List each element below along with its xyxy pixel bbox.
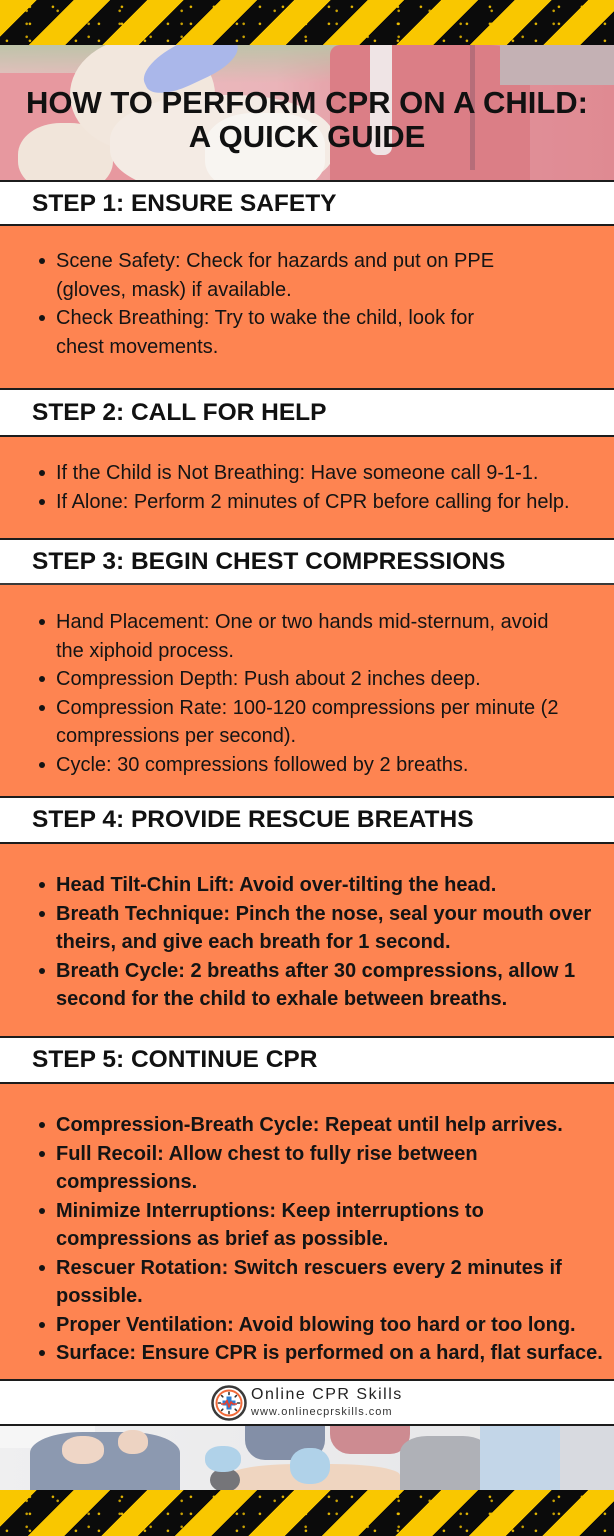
step-4-body <box>0 844 614 1038</box>
bottom-photo-overlay <box>0 1426 614 1490</box>
brand-footer <box>0 1381 614 1426</box>
step-2-list <box>56 459 606 516</box>
step-1-list <box>56 247 511 361</box>
list-item: Surface: Ensure CPR is performed on a hard, flat surface. <box>56 1339 612 1368</box>
page-title-line-1: HOW TO PERFORM CPR ON A CHILD: <box>26 85 588 120</box>
hazard-stripe-top <box>0 0 614 45</box>
step-2-header: STEP 2: CALL FOR HELP <box>0 390 614 437</box>
list-item: Check Breathing: Try to wake the child, look for chest movements. <box>56 304 511 361</box>
step-5-body <box>0 1084 614 1381</box>
step-3-body <box>0 585 614 798</box>
step-5-header: STEP 5: CONTINUE CPR <box>0 1038 614 1084</box>
step-1-body <box>0 226 614 390</box>
hero-banner <box>0 45 614 180</box>
step-2-body <box>0 437 614 540</box>
cpr-clock-medical-cross-icon <box>211 1385 247 1421</box>
list-item: Minimize Interruptions: Keep interruptions to compressions as brief as possible. <box>56 1197 612 1254</box>
page-title <box>0 86 614 154</box>
list-item: Breath Technique: Pinch the nose, seal your mouth over theirs, and give each breath for 1 second. <box>56 900 604 957</box>
list-item: Full Recoil: Allow chest to fully rise between compressions. <box>56 1140 612 1197</box>
list-item: Rescuer Rotation: Switch rescuers every 2 minutes if possible. <box>56 1254 612 1311</box>
list-item: Head Tilt-Chin Lift: Avoid over-tilting the head. <box>56 871 604 900</box>
list-item: Scene Safety: Check for hazards and put on PPE (gloves, mask) if available. <box>56 247 511 304</box>
step-3-list <box>56 608 568 779</box>
list-item: Proper Ventilation: Avoid blowing too hard or too long. <box>56 1311 612 1340</box>
list-item: Cycle: 30 compressions followed by 2 breaths. <box>56 751 568 780</box>
page-title-line-2: A QUICK GUIDE <box>188 119 426 154</box>
step-3-header: STEP 3: BEGIN CHEST COMPRESSIONS <box>0 540 614 585</box>
step-5-list <box>56 1111 612 1368</box>
brand-name: Online CPR Skills <box>251 1386 403 1403</box>
hazard-stripe-bottom <box>0 1490 614 1536</box>
list-item: Compression Rate: 100-120 compressions per minute (2 compressions per second). <box>56 694 568 751</box>
step-1-header: STEP 1: ENSURE SAFETY <box>0 180 614 226</box>
step-4-list <box>56 871 604 1014</box>
list-item: If Alone: Perform 2 minutes of CPR before calling for help. <box>56 488 606 517</box>
list-item: Compression Depth: Push about 2 inches deep. <box>56 665 568 694</box>
step-4-header: STEP 4: PROVIDE RESCUE BREATHS <box>0 798 614 844</box>
list-item: Compression-Breath Cycle: Repeat until help arrives. <box>56 1111 612 1140</box>
list-item: If the Child is Not Breathing: Have someone call 9-1-1. <box>56 459 606 488</box>
bottom-photo-banner <box>0 1426 614 1490</box>
list-item: Hand Placement: One or two hands mid-sternum, avoid the xiphoid process. <box>56 608 568 665</box>
brand-url: www.onlinecprskills.com <box>251 1406 393 1418</box>
list-item: Breath Cycle: 2 breaths after 30 compressions, allow 1 second for the child to exhale between breaths. <box>56 957 604 1014</box>
